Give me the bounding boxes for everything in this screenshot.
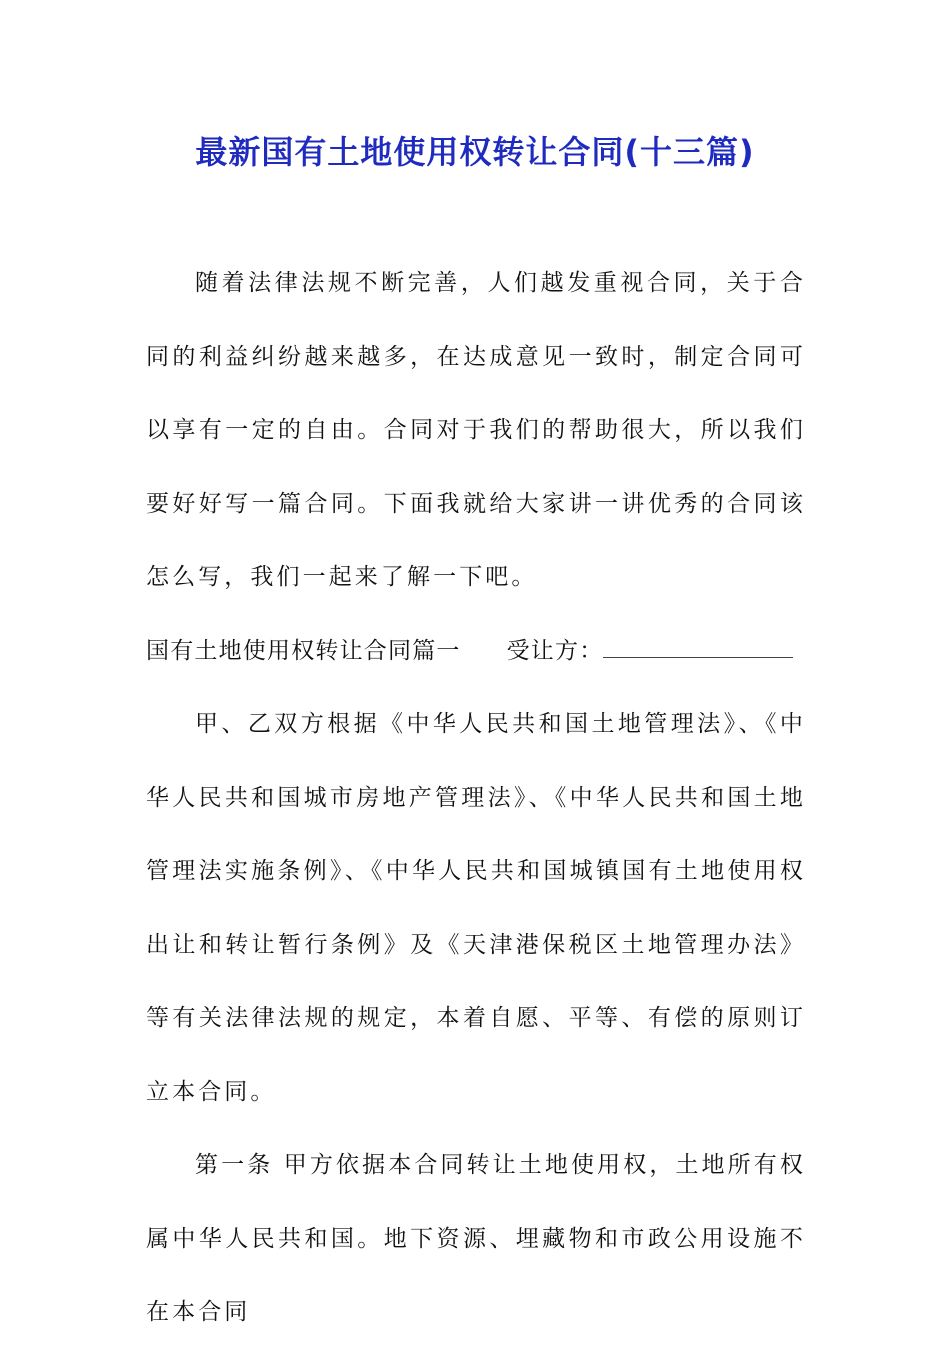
document-title: 最新国有土地使用权转让合同(十三篇) xyxy=(195,133,755,171)
section-heading: 国有土地使用权转让合同篇一 xyxy=(146,637,461,664)
section-heading-line xyxy=(146,615,806,689)
legal-basis-paragraph: 甲、乙双方根据《中华人民共和国土地管理法》、《中华人民共和国城市房地产管理法》、《中华人民共和国土地管理法实施条例》、《中华人民共和国城镇国有土地使用权出让和转让暂行条例》及《天津港保税区土地管理办法》等有关法律法规的规定，本着自愿、平等、有偿的原则订立本合同。 xyxy=(146,711,806,1105)
document-body xyxy=(146,247,806,1350)
intro-paragraph: 随着法律法规不断完善，人们越发重视合同，关于合同的利益纠纷越来越多，在达成意见一致时，制定合同可以享有一定的自由。合同对于我们的帮助很大，所以我们要好好写一篇合同。下面我就给大家讲一讲优秀的合同该怎么写，我们一起来了解一下吧。 xyxy=(146,270,806,590)
transferee-blank-line xyxy=(603,656,793,658)
transferee-label: 受让方： xyxy=(506,637,604,664)
article-one-paragraph: 第一条 甲方依据本合同转让土地使用权，土地所有权属中华人民共和国。地下资源、埋藏物和市政公用设施不在本合同 xyxy=(146,1152,806,1325)
